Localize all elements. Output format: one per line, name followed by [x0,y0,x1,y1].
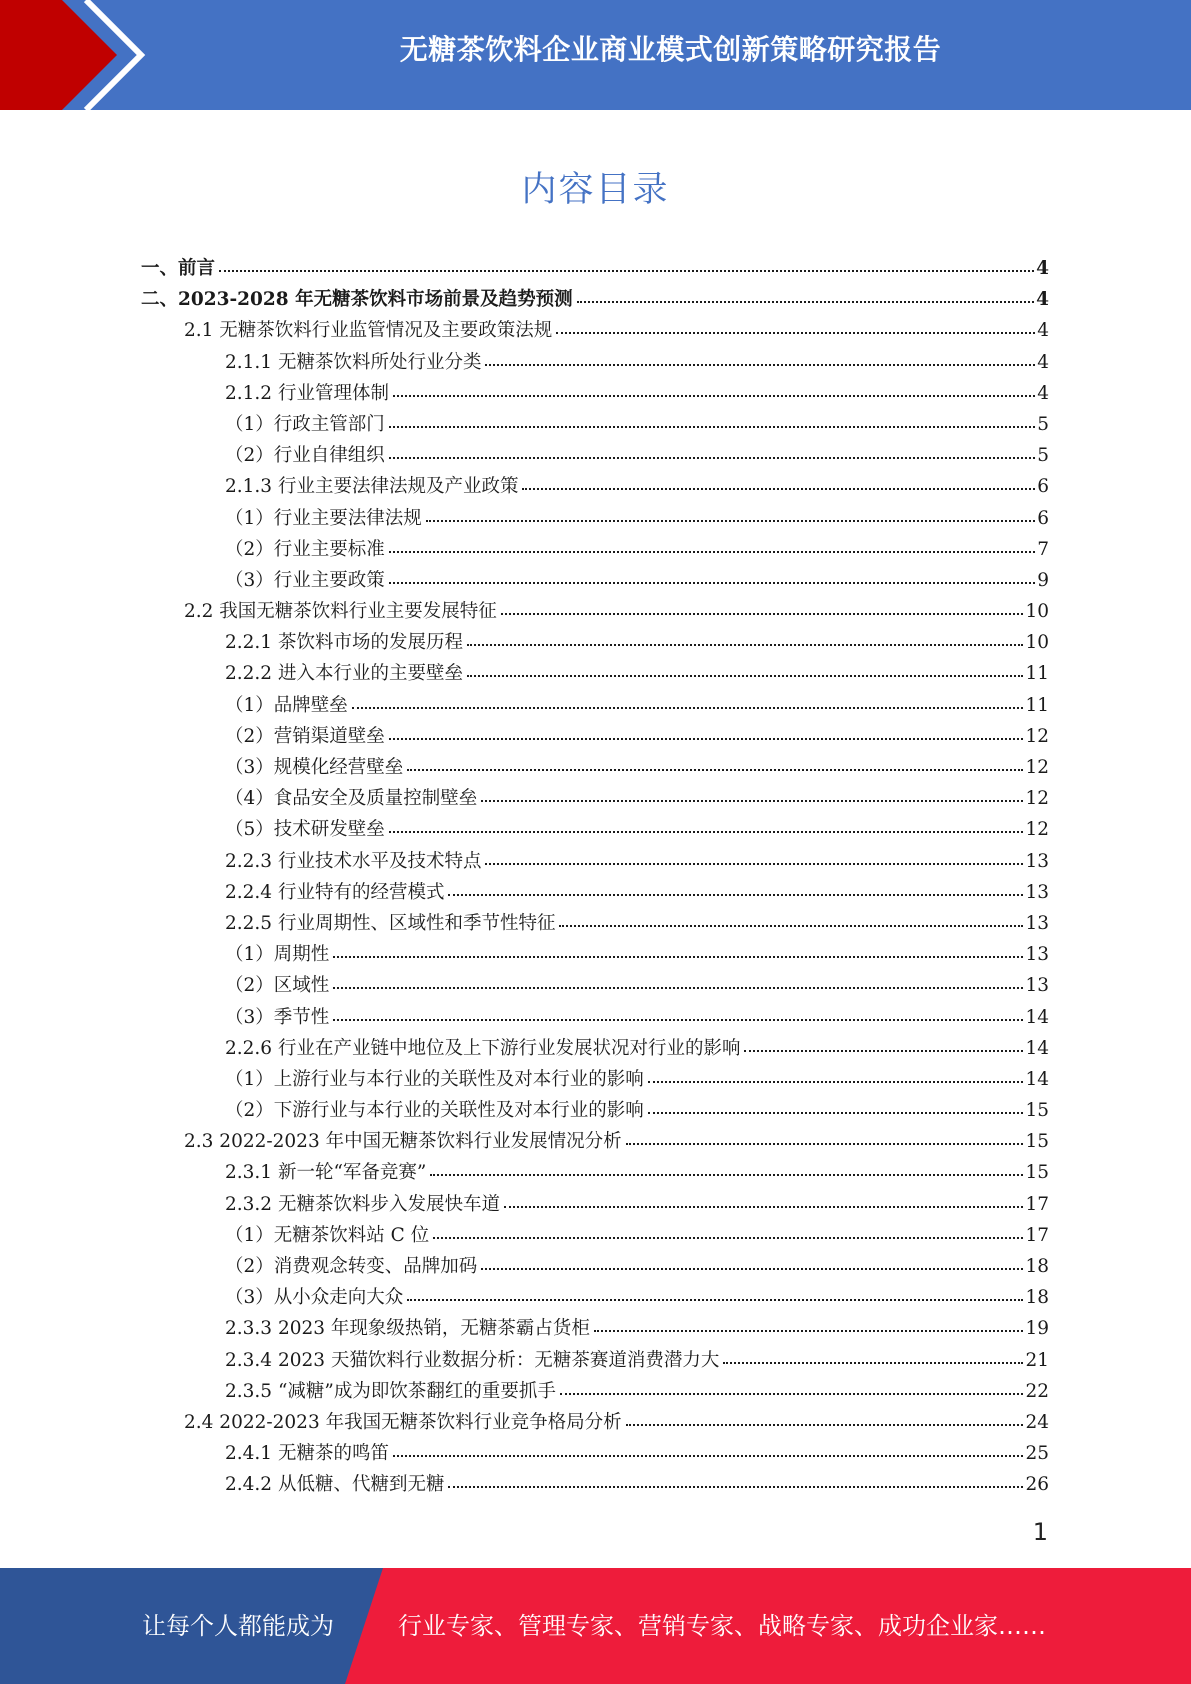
toc-entry-label: 2.1 无糖茶饮料行业监管情况及主要政策法规 [184,320,553,342]
toc-entry[interactable] [141,1034,1049,1065]
toc-entry-label: （1）行业主要法律法规 [225,507,422,529]
toc-entry-page: 15 [1025,1162,1049,1184]
toc-dot-leader [448,1486,1023,1488]
toc-entry-label: （1）行政主管部门 [225,413,385,435]
toc-entry-page: 11 [1025,694,1049,716]
toc-entry[interactable] [141,254,1049,285]
toc-entry[interactable] [141,504,1049,535]
toc-entry-label: 2.2.2 进入本行业的主要壁垒 [225,663,463,685]
toc-entry[interactable] [141,753,1049,784]
toc-entry-page: 7 [1037,538,1049,560]
toc-entry-label: （3）季节性 [225,1006,330,1028]
toc-dot-leader [333,956,1023,958]
toc-entry-page: 12 [1025,757,1049,778]
toc-entry-label: （4）食品安全及质量控制壁垒 [225,788,478,810]
toc-entry-page: 17 [1025,1224,1049,1246]
toc-dot-leader [389,831,1024,833]
toc-entry-label: 2.4.2 从低糖、代糖到无糖 [225,1474,445,1496]
toc-entry-label: （5）技术研发壁垒 [225,819,385,841]
toc-entry-label: （3）规模化经营壁垒 [225,757,404,778]
toc-entry-page: 13 [1025,850,1049,872]
toc-entry-page: 12 [1025,788,1049,810]
toc-entry-label: 一、前言 [141,258,216,279]
toc-dot-leader [407,769,1023,771]
toc-entry-page: 4 [1036,289,1049,311]
toc-entry[interactable] [141,1065,1049,1096]
toc-entry-page: 9 [1037,569,1049,591]
toc-entry-page: 14 [1025,1006,1049,1028]
toc-entry[interactable] [141,940,1049,971]
toc-entry[interactable] [141,316,1049,347]
toc-entry-label: 2.1.3 行业主要法律法规及产业政策 [225,476,519,498]
toc-title: 内容目录 [521,170,670,210]
toc-entry-page: 21 [1025,1349,1049,1371]
toc-dot-leader [481,800,1023,802]
toc-entry-page: 15 [1025,1131,1049,1153]
toc-entry-page: 17 [1025,1193,1049,1215]
toc-dot-leader [560,1393,1024,1395]
toc-dot-leader [744,1050,1023,1052]
toc-entry-page: 4 [1037,351,1049,373]
toc-entry-label: 2.4 2022-2023 年我国无糖茶饮料行业竞争格局分析 [184,1411,622,1433]
toc-entry-label: 2.3 2022-2023 年中国无糖茶饮料行业发展情况分析 [184,1131,622,1153]
toc-dot-leader [448,894,1023,896]
toc-entry-page: 18 [1025,1287,1049,1309]
toc-entry-label: （2）区域性 [225,975,330,997]
toc-entry[interactable] [141,1314,1049,1345]
toc-entry-label: 2.4.1 无糖茶的鸣笛 [225,1443,389,1465]
toc-entry-label: 2.2.3 行业技术水平及技术特点 [225,850,482,872]
toc-entry[interactable] [141,441,1049,472]
toc-entry-label: 2.2.5 行业周期性、区域性和季节性特征 [225,912,556,934]
footer-slogan-left: 让每个人都能成为 [142,1612,334,1640]
toc-entry[interactable] [141,348,1049,379]
toc-dot-leader [626,1424,1024,1426]
toc-entry-label: 2.3.3 2023 年现象级热销，无糖茶霸占货柜 [225,1318,590,1340]
toc-entry[interactable] [141,691,1049,722]
toc-entry-page: 6 [1037,476,1049,498]
table-of-contents [141,254,1049,1502]
toc-entry-label: （2）行业主要标准 [225,538,385,560]
toc-entry-page: 13 [1025,944,1049,966]
toc-dot-leader [467,644,1023,646]
toc-entry-label: 2.3.2 无糖茶饮料步入发展快车道 [225,1193,500,1215]
toc-entry-page: 5 [1037,445,1049,467]
toc-entry[interactable] [141,815,1049,846]
toc-entry-label: 2.1.1 无糖茶饮料所处行业分类 [225,351,482,373]
toc-dot-leader [577,301,1035,303]
toc-entry-page: 11 [1025,663,1049,685]
toc-dot-leader [556,332,1035,334]
toc-entry-page: 22 [1025,1380,1049,1402]
toc-dot-leader [333,987,1023,989]
toc-entry-page: 15 [1025,1100,1049,1122]
toc-entry[interactable] [141,1096,1049,1127]
toc-entry-label: 2.2.6 行业在产业链中地位及上下游行业发展状况对行业的影响 [225,1037,741,1059]
toc-entry-label: 2.3.1 新一轮“军备竞赛” [225,1162,427,1184]
toc-entry-page: 14 [1025,1037,1049,1059]
toc-dot-leader [389,457,1035,459]
page-number: 1 [1032,1518,1048,1546]
toc-entry[interactable] [141,971,1049,1002]
toc-entry-page: 13 [1025,912,1049,934]
toc-dot-leader [522,488,1035,490]
toc-entry[interactable] [141,878,1049,909]
toc-entry[interactable] [141,909,1049,940]
toc-dot-leader [626,1143,1024,1145]
toc-entry-page: 10 [1025,601,1049,623]
toc-entry[interactable] [141,410,1049,441]
toc-entry-label: （2）行业自律组织 [225,445,385,467]
toc-dot-leader [485,364,1035,366]
toc-entry[interactable] [141,1408,1049,1439]
toc-dot-leader [389,582,1035,584]
toc-entry-label: （3）行业主要政策 [225,569,385,591]
toc-dot-leader [393,395,1035,397]
toc-entry[interactable] [141,1377,1049,1408]
toc-dot-leader [485,863,1023,865]
toc-dot-leader [389,551,1035,553]
toc-entry-page: 12 [1025,819,1049,841]
toc-entry[interactable] [141,285,1049,316]
document-title: 无糖茶饮料企业商业模式创新策略研究报告 [399,33,942,66]
toc-entry[interactable] [141,1470,1049,1501]
toc-entry-page: 6 [1037,507,1049,529]
page-header [0,0,1191,110]
toc-entry-label: （2）营销渠道壁垒 [225,725,385,747]
toc-entry-page: 13 [1025,881,1049,903]
toc-entry-page: 14 [1025,1068,1049,1090]
toc-dot-leader [559,925,1023,927]
toc-entry-label: 2.2 我国无糖茶饮料行业主要发展特征 [184,601,497,623]
toc-entry-label: （1）品牌壁垒 [225,694,348,716]
toc-entry[interactable] [141,472,1049,503]
toc-dot-leader [389,426,1035,428]
toc-entry-page: 18 [1025,1256,1049,1277]
toc-dot-leader [426,520,1035,522]
toc-entry-label: 2.3.5 “减糖”成为即饮茶翻红的重要抓手 [225,1380,556,1402]
toc-dot-leader [648,1081,1024,1083]
toc-entry-label: 二、2023-2028 年无糖茶饮料市场前景及趋势预测 [141,289,573,311]
toc-entry[interactable] [141,722,1049,753]
toc-entry[interactable] [141,1190,1049,1221]
toc-entry[interactable] [141,1003,1049,1034]
toc-entry[interactable] [141,628,1049,659]
footer-slogan-right: 行业专家、管理专家、营销专家、战略专家、成功企业家…… [398,1612,1046,1640]
toc-entry-label: 2.3.4 2023 天猫饮料行业数据分析：无糖茶赛道消费潜力大 [225,1349,720,1371]
toc-entry-page: 4 [1037,382,1049,404]
toc-dot-leader [723,1362,1023,1364]
toc-entry-label: 2.2.1 茶饮料市场的发展历程 [225,632,463,654]
toc-entry[interactable] [141,1439,1049,1470]
toc-entry-page: 13 [1025,975,1049,997]
toc-dot-leader [594,1330,1024,1332]
toc-entry-page: 24 [1025,1411,1049,1433]
toc-entry[interactable] [141,1252,1049,1283]
toc-entry-page: 12 [1025,725,1049,747]
toc-entry-page: 10 [1025,632,1049,654]
toc-entry-page: 4 [1037,320,1049,342]
toc-dot-leader [389,738,1024,740]
toc-dot-leader [467,675,1023,677]
toc-entry-page: 4 [1036,258,1049,279]
toc-entry[interactable] [141,535,1049,566]
toc-entry-label: （1）无糖茶饮料站 C 位 [225,1224,430,1246]
toc-entry-label: （1）上游行业与本行业的关联性及对本行业的影响 [225,1068,644,1090]
toc-entry[interactable] [141,597,1049,628]
toc-entry[interactable] [141,379,1049,410]
toc-entry-label: （3）从小众走向大众 [225,1287,404,1309]
toc-entry-label: （2）下游行业与本行业的关联性及对本行业的影响 [225,1100,644,1122]
page-footer [0,1568,1191,1684]
toc-dot-leader [393,1455,1023,1457]
toc-dot-leader [648,1112,1024,1114]
chevron-arrow-icon [0,0,160,110]
toc-entry-page: 19 [1025,1318,1049,1340]
toc-dot-leader [504,1206,1023,1208]
toc-entry[interactable] [141,659,1049,690]
toc-dot-leader [433,1237,1023,1239]
toc-entry[interactable] [141,1221,1049,1252]
toc-entry[interactable] [141,1158,1049,1189]
toc-entry[interactable] [141,847,1049,878]
toc-entry-label: 2.2.4 行业特有的经营模式 [225,881,445,903]
toc-dot-leader [481,1268,1023,1270]
toc-dot-leader [407,1299,1023,1301]
toc-entry[interactable] [141,1346,1049,1377]
toc-entry-label: 2.1.2 行业管理体制 [225,382,389,404]
toc-dot-leader [352,707,1024,709]
toc-entry-page: 26 [1025,1474,1049,1496]
toc-dot-leader [219,270,1034,272]
toc-entry[interactable] [141,566,1049,597]
toc-entry-page: 5 [1037,413,1049,435]
toc-dot-leader [501,613,1024,615]
toc-dot-leader [430,1174,1023,1176]
toc-entry-label: （1）周期性 [225,944,330,966]
toc-entry-label: （2）消费观念转变、品牌加码 [225,1256,478,1277]
toc-entry[interactable] [141,784,1049,815]
toc-entry-page: 25 [1025,1443,1049,1465]
toc-entry[interactable] [141,1127,1049,1158]
toc-entry[interactable] [141,1283,1049,1314]
toc-dot-leader [333,1019,1023,1021]
